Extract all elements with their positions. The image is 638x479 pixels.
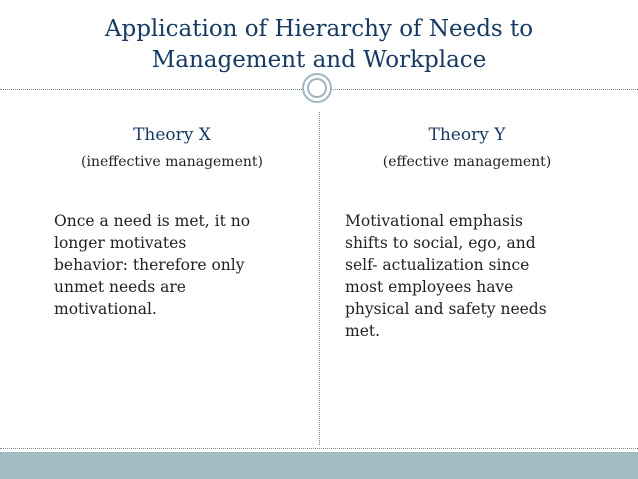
theory-y-body-line: Motivational emphasis: [345, 212, 523, 230]
slide-title: [0, 14, 638, 76]
column-divider: [319, 112, 320, 445]
footer-accent-bar: [0, 452, 638, 479]
theory-x-subheading: (ineffective management): [81, 154, 263, 170]
theory-y-body-line: shifts to social, ego, and: [345, 234, 536, 252]
theory-x-body: [54, 210, 294, 320]
theory-x-body-line: longer motivates: [54, 234, 187, 252]
circle-ornament-icon: [302, 73, 332, 103]
theory-x-body-line: unmet needs are: [54, 278, 186, 296]
theory-y-subheading: (effective management): [382, 154, 552, 170]
title-line-1: Application of Hierarchy of Needs to: [104, 16, 534, 42]
theory-x-body-line: behavior: therefore only: [54, 256, 245, 274]
theory-x-body-line: motivational.: [54, 300, 157, 318]
theory-y-body-line: most employees have: [345, 278, 514, 296]
theory-y-heading: Theory Y: [428, 125, 506, 145]
theory-y-body-line: self- actualization since: [345, 256, 530, 274]
theory-x-heading: Theory X: [133, 125, 211, 145]
footer-divider: [0, 448, 638, 449]
theory-y-body-line: physical and safety needs: [345, 300, 547, 318]
theory-y-body-line: met.: [345, 322, 381, 340]
theory-y-body: [345, 210, 605, 342]
title-line-2: Management and Workplace: [151, 47, 487, 73]
theory-x-body-line: Once a need is met, it no: [54, 212, 251, 230]
